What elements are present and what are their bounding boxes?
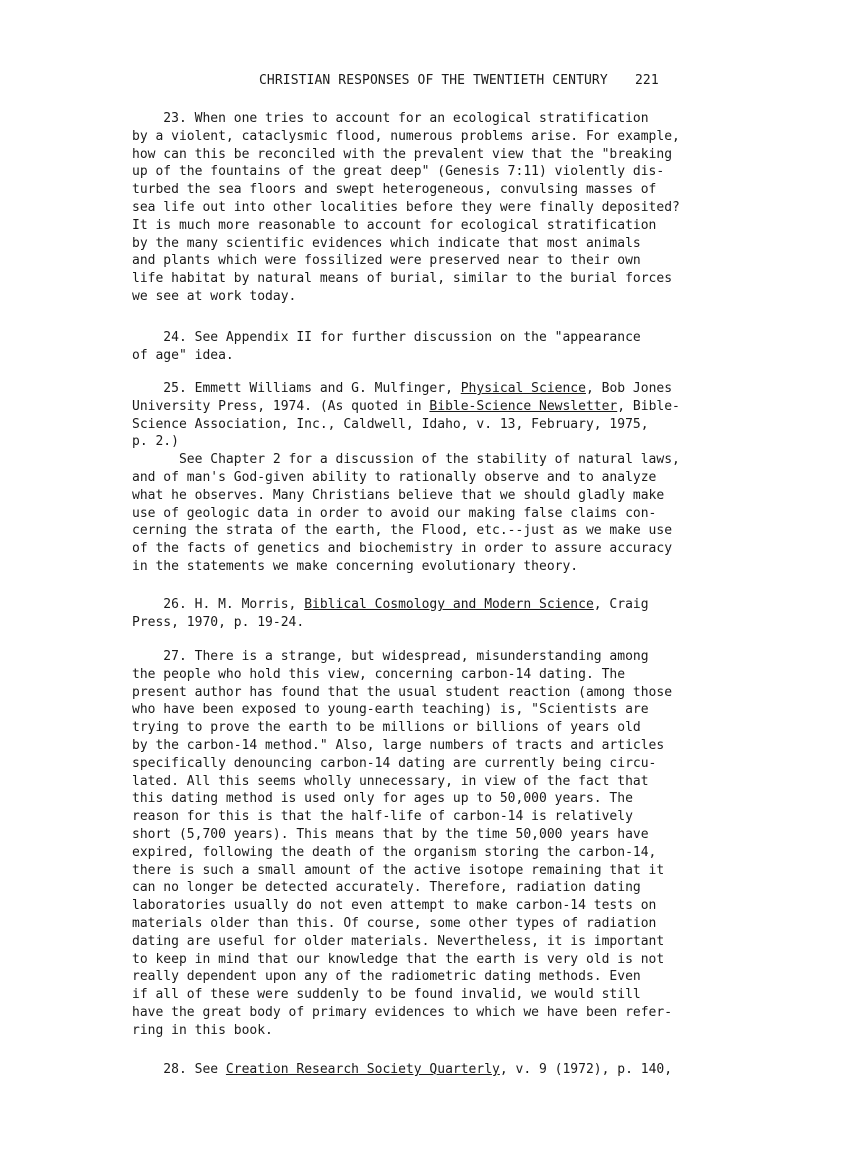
text-fragment: 28. See — [132, 1062, 226, 1077]
text-line: materials older than this. Of course, some other types of radiation — [132, 915, 657, 931]
text-line: short (5,700 years). This means that by the time 50,000 years have — [132, 826, 649, 842]
text-line: turbed the sea floors and swept heterogeneous, convulsing masses of — [132, 182, 657, 198]
cited-title: Biblical Cosmology and Modern Science — [304, 597, 594, 612]
text-line: specifically denouncing carbon-14 dating are currently being circu- — [132, 755, 657, 771]
text-line: to keep in mind that our knowledge that the earth is very old is not — [132, 951, 665, 967]
text-line: ring in this book. — [132, 1022, 273, 1038]
cited-title: Creation Research Society Quarterly — [225, 1062, 500, 1077]
text-line — [132, 1061, 732, 1079]
text-line: have the great body of primary evidences to which we have been refer- — [132, 1004, 673, 1020]
text-line: and of man's God-given ability to rationally observe and to analyze — [132, 469, 657, 485]
text-line: up of the fountains of the great deep" (Genesis 7:11) violently dis- — [132, 164, 665, 180]
text-line: the people who hold this view, concerning carbon-14 dating. The — [132, 666, 626, 682]
text-line: really dependent upon any of the radiometric dating methods. Even — [132, 969, 641, 985]
text-line: Press, 1970, p. 19-24. — [132, 614, 305, 630]
text-line: present author has found that the usual student reaction (among those — [132, 684, 673, 700]
page-number: 221 — [635, 73, 659, 88]
text-line: of age" idea. — [132, 347, 234, 363]
text-line: It is much more reasonable to account for ecological stratification — [132, 217, 657, 233]
text-fragment: 26. H. M. Morris, — [132, 597, 305, 612]
text-fragment: , Craig — [593, 597, 649, 612]
text-line — [132, 596, 732, 614]
text-line: by the carbon-14 method." Also, large numbers of tracts and articles — [132, 737, 665, 753]
cited-title: Bible-Science Newsletter — [429, 398, 618, 414]
text-fragment: , v. 9 (1972), p. 140, — [499, 1062, 673, 1077]
text-line: and plants which were fossilized were preserved near to their own — [132, 253, 641, 269]
text-line: laboratories usually do not even attempt to make carbon-14 tests on — [132, 898, 657, 914]
text-line: we see at work today. — [132, 288, 297, 304]
text-line: trying to prove the earth to be millions or billions of years old — [132, 720, 641, 736]
text-fragment: , Bob Jones — [585, 381, 673, 396]
footnote-23 — [132, 110, 732, 306]
footnote-24 — [132, 329, 732, 365]
text-line: 24. See Appendix II for further discussion on the "appearance — [132, 330, 641, 345]
text-fragment: 25. Emmett Williams and G. Mulfinger, — [132, 381, 461, 396]
footnote-27 — [132, 648, 732, 1040]
text-line: reason for this is that the half-life of carbon-14 is relatively — [132, 809, 633, 825]
text-line: expired, following the death of the organism storing the carbon-14, — [132, 844, 657, 860]
running-header — [259, 73, 699, 88]
text-line: life habitat by natural means of burial, similar to the burial forces — [132, 271, 673, 287]
text-line — [132, 380, 732, 398]
text-line: can no longer be detected accurately. Therefore, radiation dating — [132, 880, 641, 896]
text-fragment: , Bible- — [617, 398, 680, 414]
text-line: by the many scientific evidences which indicate that most animals — [132, 235, 641, 251]
text-line — [132, 398, 732, 416]
text-line: what he observes. Many Christians believe that we should gladly make — [132, 487, 665, 503]
text-line: by a violent, cataclysmic flood, numerous problems arise. For example, — [132, 128, 680, 144]
text-line: cerning the strata of the earth, the Flood, etc.--just as we make use — [132, 523, 673, 539]
text-line: use of geologic data in order to avoid our making false claims con- — [132, 505, 657, 521]
text-line: 23. When one tries to account for an ecological stratification — [132, 111, 649, 126]
text-line: in the statements we make concerning evolutionary theory. — [132, 558, 579, 574]
text-line: sea life out into other localities before they were finally deposited? — [132, 199, 680, 215]
text-line: See Chapter 2 for a discussion of the stability of natural laws, — [132, 452, 680, 468]
text-line: there is such a small amount of the active isotope remaining that it — [132, 862, 665, 878]
footnote-28 — [132, 1061, 732, 1079]
cited-title: Physical Science — [460, 381, 586, 396]
text-line: Science Association, Inc., Caldwell, Idaho, v. 13, February, 1975, — [132, 416, 649, 432]
text-line: if all of these were suddenly to be found invalid, we would still — [132, 987, 641, 1003]
running-header-title: CHRISTIAN RESPONSES OF THE TWENTIETH CENTURY — [259, 73, 608, 88]
text-line: who have been exposed to young-earth teaching) is, "Scientists are — [132, 702, 649, 718]
text-line: of the facts of genetics and biochemistry in order to assure accuracy — [132, 541, 673, 557]
footnote-25 — [132, 380, 732, 576]
footnote-26 — [132, 596, 732, 632]
text-line: lated. All this seems wholly unnecessary, in view of the fact that — [132, 773, 649, 789]
text-line: this dating method is used only for ages up to 50,000 years. The — [132, 791, 633, 807]
text-fragment: University Press, 1974. (As quoted in — [132, 398, 430, 414]
text-line: dating are useful for older materials. Nevertheless, it is important — [132, 933, 665, 949]
text-line: how can this be reconciled with the prevalent view that the "breaking — [132, 146, 673, 162]
text-line: p. 2.) — [132, 434, 179, 450]
text-line: 27. There is a strange, but widespread, misunderstanding among — [132, 649, 649, 664]
